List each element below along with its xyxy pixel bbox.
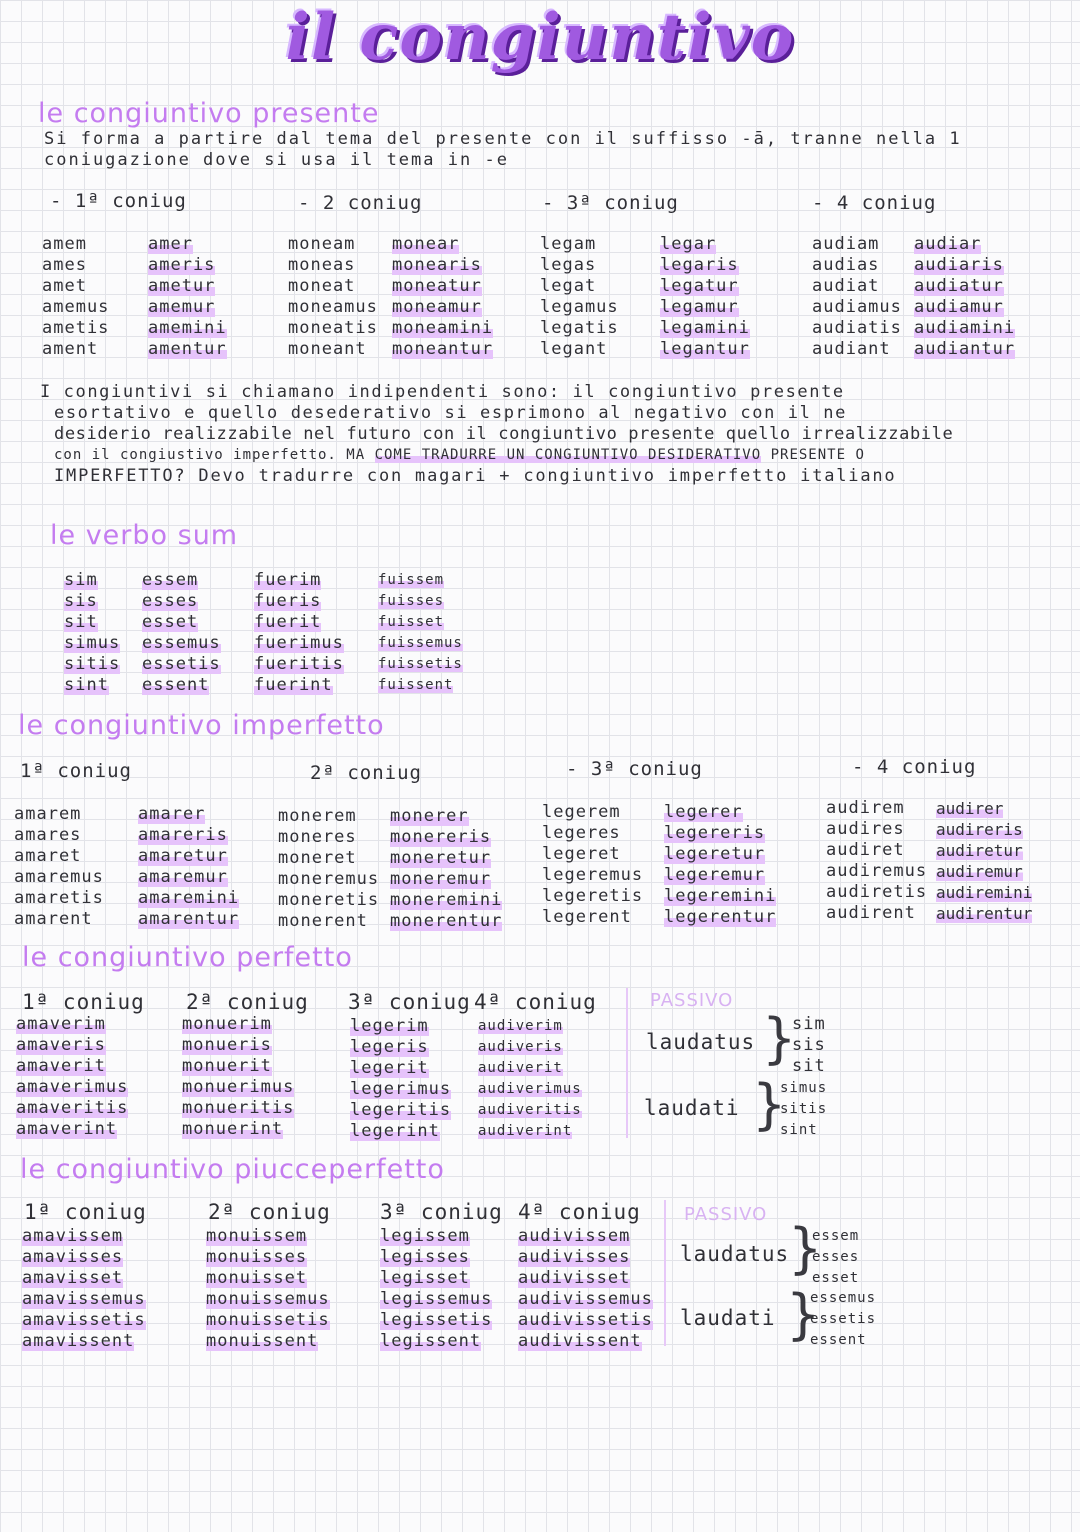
piucche-col-4: audivissem audivisses audivisset audivissemus audivissetis audivissent <box>518 1226 653 1351</box>
presente-col-3-active: legam legas legat legamus legatis legant <box>540 234 619 359</box>
presente-col-1-active: amem ames amet amemus ametis ament <box>42 234 110 359</box>
piucche-laudatus-label: laudatus <box>680 1242 790 1266</box>
piucche-header-4: 4ª coniug <box>518 1200 641 1224</box>
piucche-passivo-label: PASSIVO <box>684 1204 768 1225</box>
presente-col-4-passive: audiar audiaris audiatur audiamur audiamini audiantur <box>914 234 1016 359</box>
presente-header-4: - 4 coniug <box>812 192 937 214</box>
perfetto-col-2: monuerim monueris monuerit monuerimus monueritis monuerint <box>182 1014 295 1139</box>
presente-col-2-active: moneam moneas moneat moneamus moneatis moneant <box>288 234 378 359</box>
piucche-col-1: amavissem amavisses amavisset amavissemus amavissetis amavissent <box>22 1226 146 1351</box>
sum-col-4: fuissem fuisses fuisset fuissemus fuissetis fuissent <box>378 572 463 693</box>
piucche-brace-plural: } <box>786 1283 821 1346</box>
perfetto-divider <box>626 988 628 1138</box>
piucche-passive-plural: essemus essetis essent <box>810 1290 877 1348</box>
imperfetto-header-1: 1ª coniug <box>20 760 132 782</box>
perfetto-brace-singular: } <box>762 1007 797 1070</box>
perfetto-passive-singular: sim sis sit <box>792 1014 826 1076</box>
presente-header-2: - 2 coniug <box>298 192 423 214</box>
perfetto-header-3: 3ª coniug <box>348 990 471 1014</box>
imperfetto-col-4-active: audirem audires audiret audiremus audiretis audirent <box>826 798 928 923</box>
imperfetto-col-2-passive: monerer monereris moneretur moneremur moneremini monerentur <box>390 806 503 931</box>
imperfetto-header-3: - 3ª coniug <box>566 758 703 780</box>
imperfetto-col-3-passive: legerer legereris legeretur legeremur legeremini legerentur <box>664 802 777 927</box>
note-line-2: esortativo e quello desederativo si esprimono al negativo con il ne <box>54 403 847 423</box>
section-heading-piuccheperfetto: le congiuntivo piucceperfetto <box>20 1154 445 1185</box>
piucche-divider <box>664 1200 666 1346</box>
piucche-passive-singular: essem esses esset <box>812 1228 860 1286</box>
imperfetto-col-1-active: amarem amares amaret amaremus amaretis amarent <box>14 804 104 929</box>
note-line-4: con il congiustivo imperfetto. MA COME TRADURRE UN CONGIUNTIVO DESIDERATIVO PRESENTE O <box>54 447 865 463</box>
presente-col-1-passive: amer ameris ametur amemur amemini amentur <box>148 234 227 359</box>
imperfetto-header-4: - 4 coniug <box>852 756 977 778</box>
piucche-col-2: monuissem monuisses monuisset monuissemus monuissetis monuissent <box>206 1226 330 1351</box>
imperfetto-col-1-passive: amarer amareris amaretur amaremur amaremini amarentur <box>138 804 240 929</box>
presente-col-3-passive: legar legaris legatur legamur legamini legantur <box>660 234 750 359</box>
perfetto-col-4: audiverim audiveris audiverit audiverimus audiveritis audiverint <box>478 1018 582 1139</box>
piucche-header-1: 1ª coniug <box>24 1200 147 1224</box>
sum-col-2: essem esses esset essemus essetis essent <box>142 570 221 695</box>
piucche-brace-singular: } <box>788 1217 823 1280</box>
section-heading-imperfetto: le congiuntivo imperfetto <box>18 710 385 741</box>
piucche-header-2: 2ª coniug <box>208 1200 331 1224</box>
note-line-3: desiderio realizzabile nel futuro con il congiuntivo presente quello irrealizzabile <box>54 424 954 444</box>
section-heading-perfetto: le congiuntivo perfetto <box>22 942 353 973</box>
piucche-col-3: legissem legisses legisset legissemus legissetis legissent <box>380 1226 493 1351</box>
perfetto-header-1: 1ª coniug <box>22 990 145 1014</box>
section-heading-presente: le congiuntivo presente <box>38 98 380 129</box>
perfetto-laudati-label: laudati <box>644 1096 740 1120</box>
note-line-1: I congiuntivi si chiamano indipendenti sono: il congiuntivo presente <box>40 382 845 402</box>
piucche-header-3: 3ª coniug <box>380 1200 503 1224</box>
perfetto-passive-plural: simus sitis sint <box>780 1080 828 1138</box>
imperfetto-col-3-active: legerem legeres legeret legeremus legeretis legerent <box>542 802 644 927</box>
perfetto-header-2: 2ª coniug <box>186 990 309 1014</box>
note-line-5: IMPERFETTO? Devo tradurre con magari + congiuntivo imperfetto italiano <box>54 466 897 486</box>
presente-col-4-active: audiam audias audiat audiamus audiatis audiant <box>812 234 902 359</box>
perfetto-passivo-label: PASSIVO <box>650 990 734 1011</box>
presente-col-2-passive: monear monearis moneatur moneamur moneamini moneantur <box>392 234 494 359</box>
imperfetto-header-2: 2ª coniug <box>310 762 422 784</box>
perfetto-col-3: legerim legeris legerit legerimus legeritis legerint <box>350 1016 452 1141</box>
presente-rule-line-1: Si forma a partire dal tema del presente con il suffisso -ā, tranne nella 1 <box>44 129 962 149</box>
section-heading-sum: le verbo sum <box>50 520 239 551</box>
piucche-laudati-label: laudati <box>680 1306 776 1330</box>
presente-rule-line-2: coniugazione dove si usa il tema in -e <box>44 150 509 170</box>
perfetto-header-4: 4ª coniug <box>474 990 597 1014</box>
presente-header-1: - 1ª coniug <box>50 190 187 212</box>
sum-col-3: fuerim fueris fuerit fuerimus fueritis fuerint <box>254 570 344 695</box>
imperfetto-col-4-passive: audirer audireris audiretur audiremur audiremini audirentur <box>936 799 1033 923</box>
perfetto-laudatus-label: laudatus <box>646 1030 756 1054</box>
imperfetto-col-2-active: monerem moneres moneret moneremus moneretis monerent <box>278 806 380 931</box>
page-title: il congiuntivo <box>285 0 795 75</box>
perfetto-brace-plural: } <box>752 1073 787 1136</box>
sum-col-1: sim sis sit simus sitis sint <box>64 570 121 695</box>
presente-header-3: - 3ª coniug <box>542 192 679 214</box>
perfetto-col-1: amaverim amaveris amaverit amaverimus amaveritis amaverint <box>16 1014 129 1139</box>
